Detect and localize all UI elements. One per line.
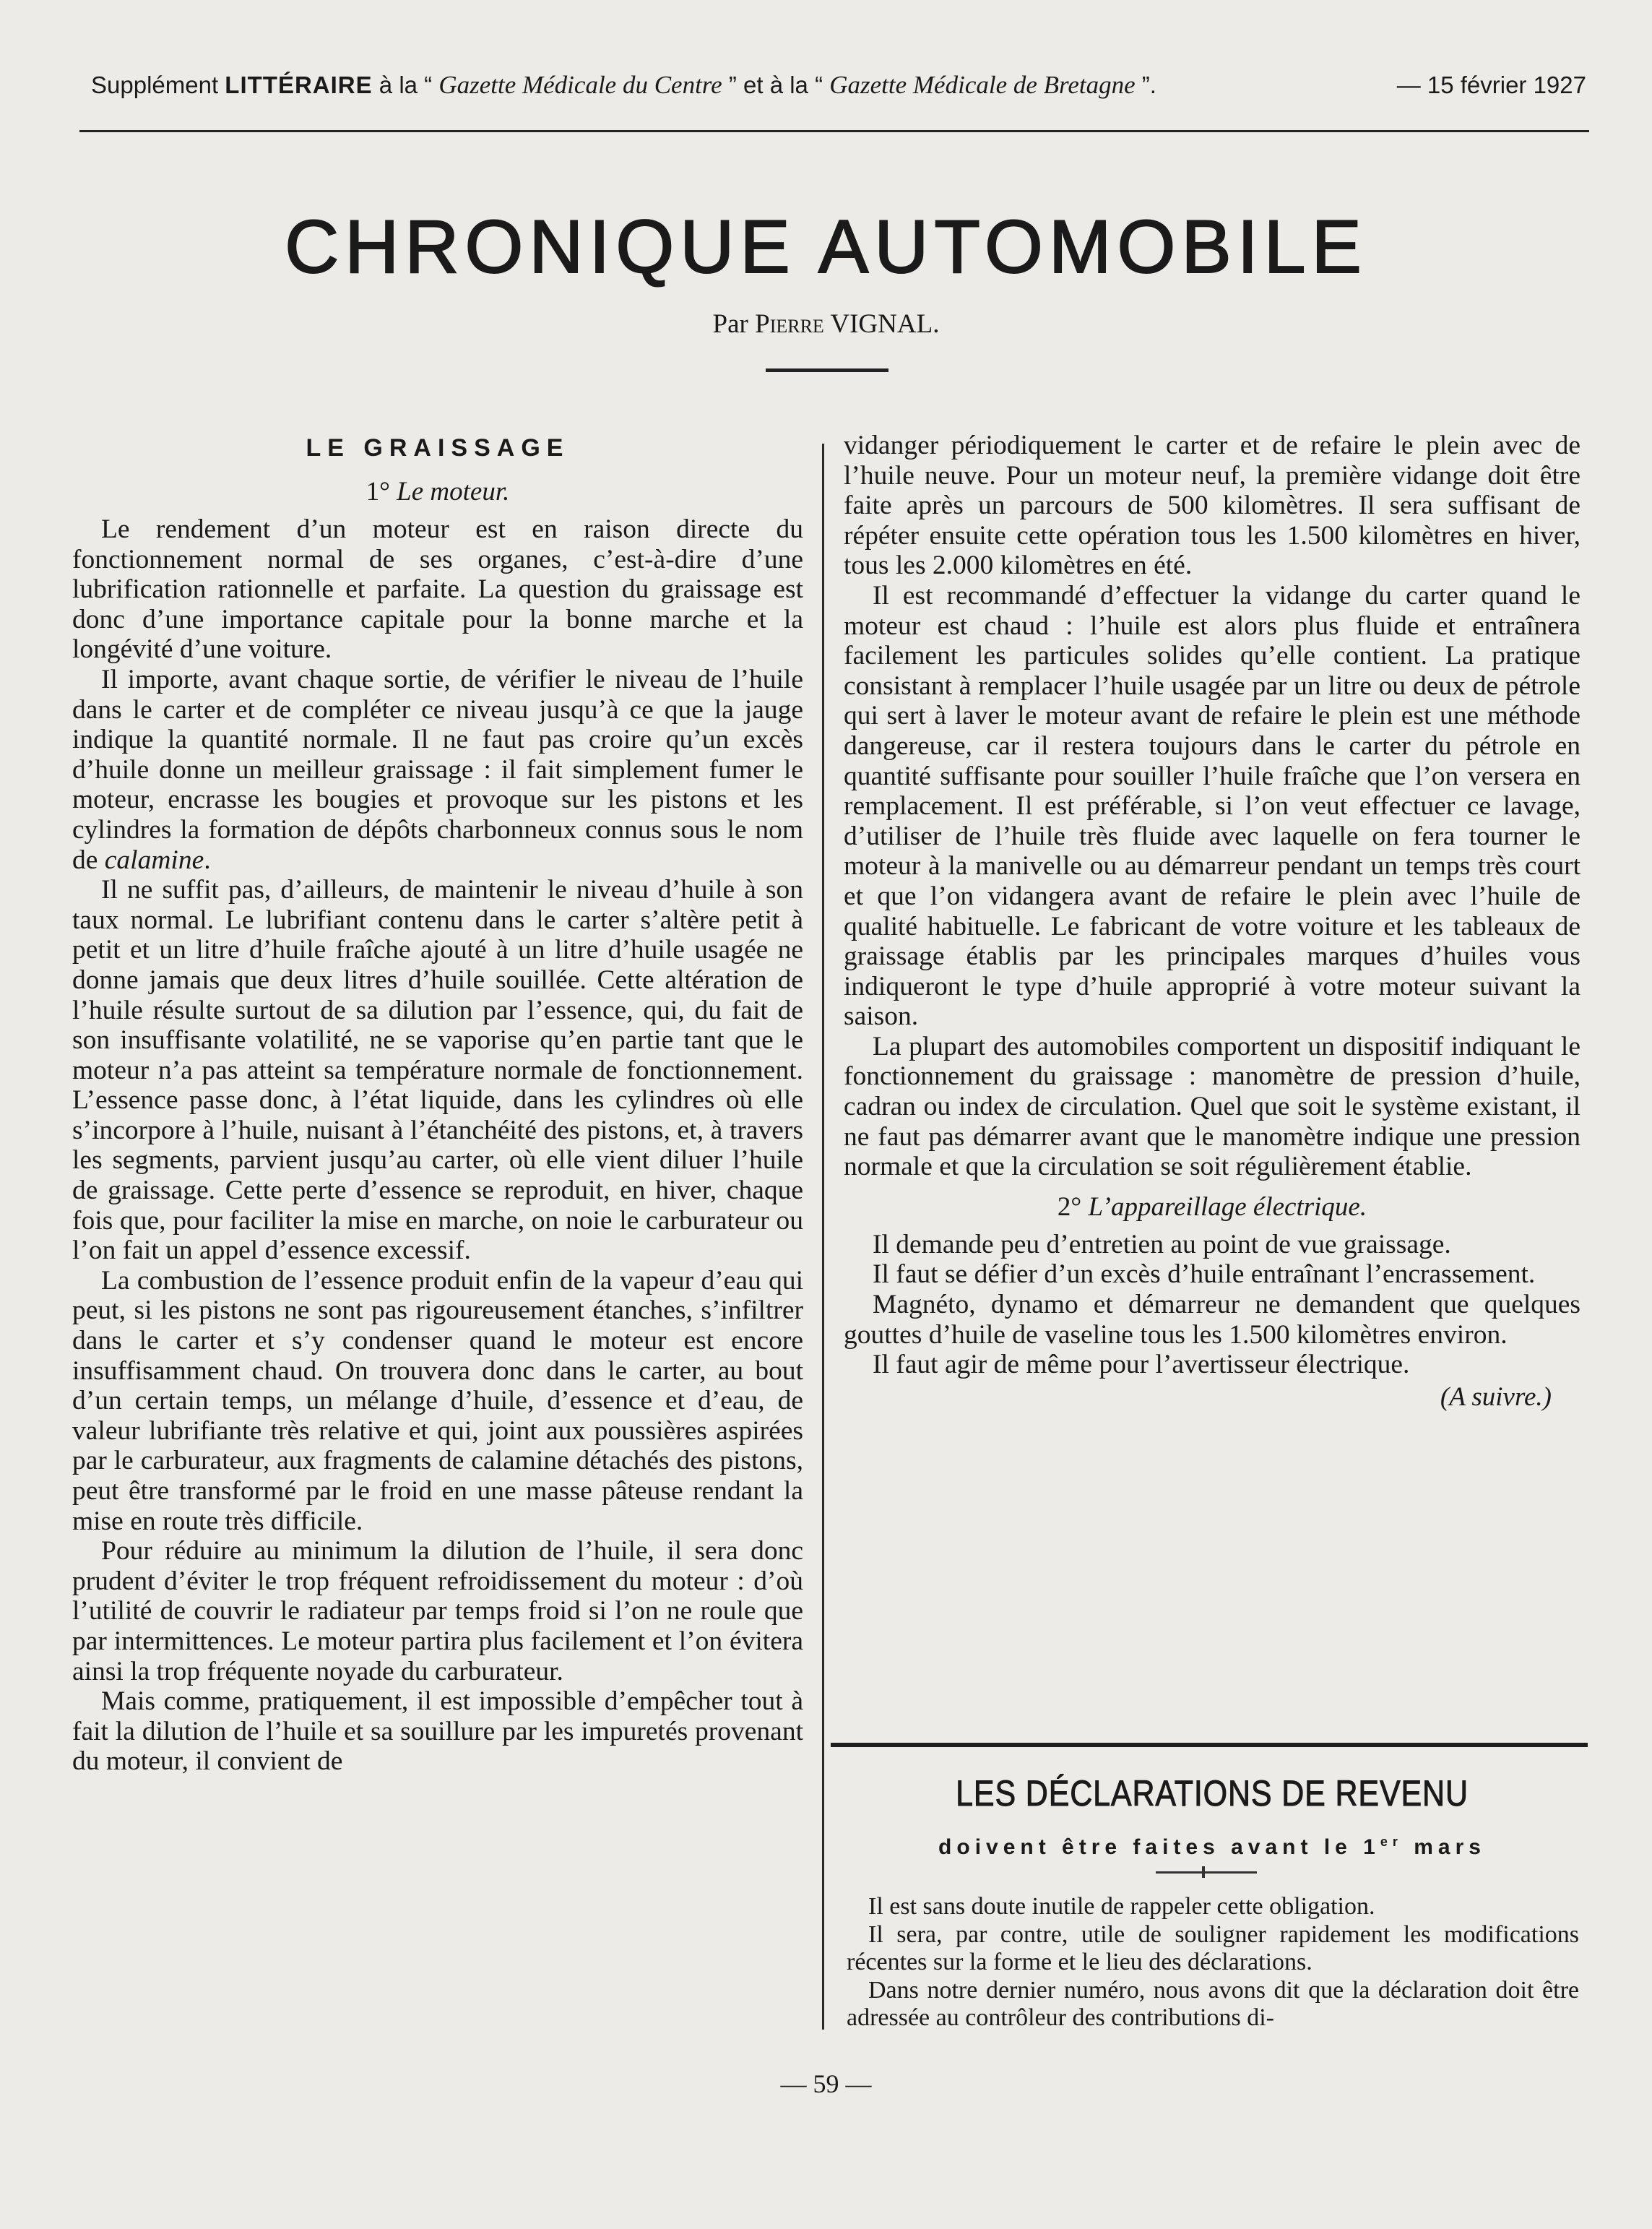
paragraph: Il sera, par contre, utile de souligner rapidement les modifications récentes sur la forme et le lieu des déclarations.	[847, 1920, 1579, 1975]
section-heading: LE GRAISSAGE	[306, 434, 570, 462]
paragraph: Mais comme, pratiquement, il est impossible d’empêcher tout à fait la dilution de l’huile et sa souillure par les impuretés provenant du moteur, il convient de	[72, 1686, 803, 1777]
paragraph: La plupart des automobiles comportent un dispositif indiquant le fonctionnement du graissage : manomètre de pression d’huile, cadran ou index de circulation. Quel que soit le système existant, il ne faut pas démarrer avant que le manomètre indique une pression normale et que la circulation se soit régulièrement établie.	[844, 1031, 1580, 1182]
subsection-heading-motor: 1° Le moteur.	[366, 477, 510, 506]
paragraph: Il importe, avant chaque sortie, de vérifier le niveau de l’huile dans le carter et de compléter ce niveau jusqu’à ce que la jauge indique la quantité normale. Il ne faut pas croire qu’un excès d’huile donne un meilleur graissage : il fait simplement fumer le moteur, encrasse les bougies et provoque sur les pistons et les cylindres la formation de dépôts charbonneux connus sous le nom de calamine.	[72, 664, 803, 875]
paragraph: Le rendement d’un moteur est en raison directe du fonctionnement normal de ses organes, c’est-à-dire d’une lubrification rationnelle et parfaite. La question du graissage est donc d’une importance capitale pour la bonne marche et la longévité d’une voiture.	[72, 514, 803, 665]
paragraph: Dans notre dernier numéro, nous avons dit que la déclaration doit être adressée au contrôleur des contributions di-	[847, 1976, 1579, 2031]
title-rule	[766, 368, 888, 372]
page-number: — 59 —	[780, 2069, 872, 2098]
running-header-publication: Supplément LITTÉRAIRE à la “ Gazette Médicale du Centre ” et à la “ Gazette Médicale de Bretagne ”.	[91, 71, 1156, 99]
paragraph: Il est recommandé d’effectuer la vidange du carter quand le moteur est chaud : l’huile est alors plus fluide et entraînera facilement les particules solides qu’elle contient. La pratique consistant à remplacer l’huile usagée par un litre ou deux de pétrole qui sert à laver le moteur avant de refaire le plein est une méthode dangereuse, car il restera toujours dans le carter du pétrole en quantité suffisante pour souiller l’huile fraîche que l’on versera en remplacement. Il est préférable, si l’on veut effectuer ce lavage, d’utiliser de l’huile très fluide avec laquelle on fera tourner le moteur à la manivelle ou au démarreur pendant un temps très court et que l’on vidangera avant de refaire le plein avec l’huile de qualité habituelle. Le fabricant de votre voiture et les tableaux de graissage établis par les principales marques d’huiles vous indiqueront le type d’huile approprié à votre moteur suivant la saison.	[844, 580, 1580, 1032]
paragraph: Il est sans doute inutile de rappeler cette obligation.	[868, 1893, 1375, 1920]
article-byline: Par Pierre VIGNAL.	[712, 309, 940, 339]
running-header	[91, 69, 1586, 101]
column-divider	[822, 444, 824, 2030]
paragraph: Magnéto, dynamo et démarreur ne demandent que quelques gouttes d’huile de vaseline tous les 1.500 kilomètres environ.	[844, 1290, 1580, 1350]
paragraph: Il faut se défier d’un excès d’huile entraînant l’encrassement.	[873, 1259, 1536, 1290]
header-rule	[79, 130, 1589, 132]
running-header-date: — 15 février 1927	[1396, 72, 1586, 98]
paragraph: vidanger périodiquement le carter et de refaire le plein avec de l’huile neuve. Pour un moteur neuf, la première vidange doit être faite après un parcours de 500 kilomètres. Il sera suffisant de répéter ensuite cette opération tous les 1.500 kilomètres en hiver, tous les 2.000 kilomètres en été.	[844, 431, 1580, 581]
subsection-heading-electrical: 2° L’appareillage électrique.	[1057, 1191, 1367, 1222]
article-title: CHRONIQUE AUTOMOBILE	[285, 205, 1367, 289]
to-be-continued: (A suivre.)	[1440, 1381, 1552, 1412]
left-column	[72, 431, 803, 1777]
declarations-subtitle: doivent être faites avant le 1er mars	[938, 1834, 1486, 1859]
declarations-body	[847, 1893, 1579, 2032]
ornament-rule	[1156, 1871, 1257, 1874]
paragraph: Il demande peu d’entretien au point de vue graissage.	[873, 1229, 1451, 1259]
section-rule	[831, 1743, 1588, 1747]
declarations-title: LES DÉCLARATIONS DE REVENU	[956, 1773, 1469, 1814]
paragraph: Il ne suffit pas, d’ailleurs, de maintenir le niveau d’huile à son taux normal. Le lubrifiant contenu dans le carter s’altère petit à petit et un litre d’huile fraîche ajouté à un litre d’huile usagée ne donne jamais que deux litres d’huile souillée. Cette altération de l’huile résulte surtout de sa dilution par l’essence, qui, du fait de son insuffisante volatilité, ne se vaporise qu’en partie tant que le moteur n’a pas atteint sa température normale de fonctionnement. L’essence passe donc, à l’état liquide, dans les cylindres où elle s’incorpore à l’huile, nuisant à l’étanchéité des pistons, et, à travers les segments, parvient jusqu’au carter, où elle vient diluer l’huile de graissage. Cette perte d’essence se reproduit, en hiver, chaque fois que, pour faciliter la mise en marche, on noie le carburateur ou l’on fait un appel d’essence excessif.	[72, 875, 803, 1266]
paragraph: La combustion de l’essence produit enfin de la vapeur d’eau qui peut, si les pistons ne sont pas rigoureusement étanches, s’infiltrer dans le carter et s’y condenser quand le moteur est encore insuffisamment chaud. On trouvera donc dans le carter, au bout d’un certain temps, un mélange d’huile, d’essence et d’eau, de valeur lubrifiante très relative et qui, joint aux poussières aspirées par le carburateur, aux fragments de calamine détachés des pistons, peut être transformé par le froid en une masse pâteuse rendant la mise en route très difficile.	[72, 1265, 803, 1536]
paragraph: Pour réduire au minimum la dilution de l’huile, il sera donc prudent d’éviter le trop fréquent refroidissement du moteur : d’où l’utilité de couvrir le radiateur par temps froid si l’on ne roule que par intermittences. Le moteur partira plus facilement et l’on évitera ainsi la trop fréquente noyade du carburateur.	[72, 1536, 803, 1686]
paragraph: Il faut agir de même pour l’avertisseur électrique.	[873, 1350, 1410, 1380]
right-column	[844, 431, 1580, 1413]
